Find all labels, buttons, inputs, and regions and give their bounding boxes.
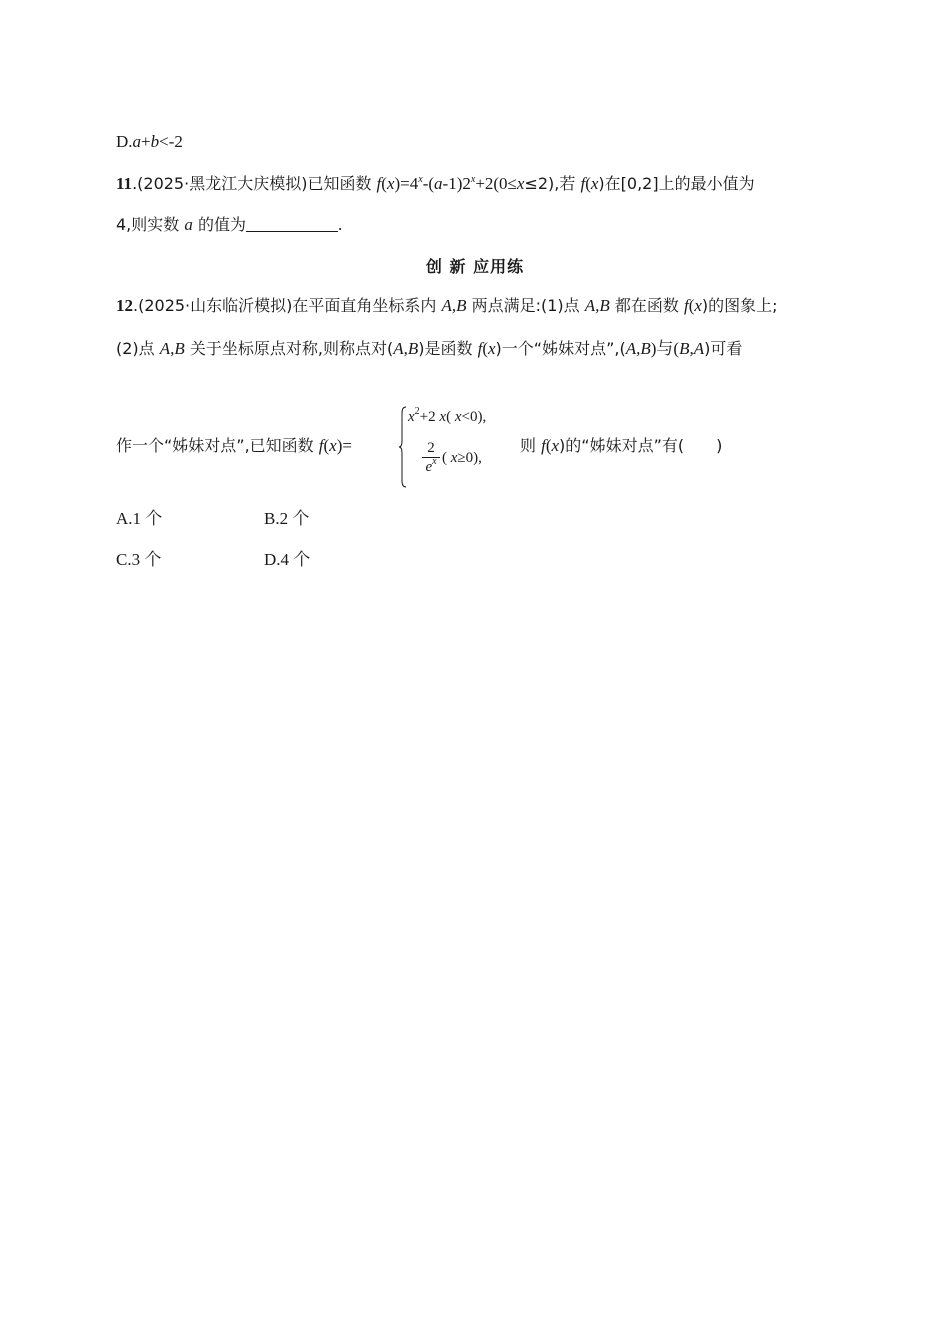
var-x: x — [454, 409, 462, 425]
var-x: x — [386, 174, 395, 193]
question-text: )是函数 — [418, 339, 478, 358]
q12-line-3-tail: 则 f(x)的“姊妹对点”有( ) — [520, 436, 723, 455]
option-b[interactable]: B.2 个 — [264, 509, 310, 528]
var-a: a — [132, 132, 142, 151]
points-ab: A,B — [584, 296, 610, 315]
func-f: f — [541, 436, 546, 455]
var-x: x — [590, 174, 599, 193]
var-x: x — [439, 409, 447, 425]
fraction — [420, 439, 442, 478]
question-text: 两点满足:(1)点 — [466, 296, 585, 315]
math-text: ( — [442, 450, 451, 466]
q11-line-1: 11.(2025·黑龙江大庆模拟)已知函数 $f(x)=4^x-(a-1)2^x+2(0\le x\le 2)$,若 f(x)在[0,2]上的最小值为 — [116, 174, 755, 193]
question-text: )在[0,2]上的最小值为 — [598, 174, 755, 193]
case-1 — [408, 406, 487, 426]
math-text: -( — [422, 174, 435, 193]
condition: ≥0), — [457, 450, 482, 466]
question-text: 作一个“姊妹对点”,已知函数 — [116, 436, 319, 455]
q12-line-3: 作一个“姊妹对点”,已知函数 f(x)= — [116, 436, 352, 455]
exponent-x: x — [418, 174, 423, 185]
func-f: f — [683, 296, 689, 315]
option-d[interactable]: D.4 个 — [264, 550, 311, 569]
left-brace-icon — [398, 405, 408, 489]
question-number: 12 — [116, 296, 133, 315]
math-text: -1)2 — [442, 174, 471, 193]
question-text: 都在函数 — [609, 296, 684, 315]
math-text: )与( — [650, 339, 680, 358]
math-text: ( — [446, 409, 455, 425]
question-text: 已知函数 — [307, 174, 377, 193]
question-number: 11 — [116, 174, 133, 193]
q10-option-d — [116, 130, 183, 154]
math-text: +2 — [419, 409, 436, 425]
condition: <0), — [461, 409, 487, 425]
question-text: 关于坐标原点对称,则称点对( — [184, 339, 394, 358]
points-ab: A,B — [159, 339, 185, 358]
plus-sign: + — [141, 132, 151, 151]
question-source: .(2025·黑龙江大庆模拟) — [132, 174, 308, 193]
func-f: f — [580, 174, 586, 193]
var-a: a — [434, 174, 443, 193]
math-text: )=4 — [394, 174, 419, 193]
q11-line-2 — [116, 213, 342, 237]
points-ab: A,B — [441, 296, 467, 315]
exponent-x: x — [470, 174, 476, 185]
inequality: <-2 — [159, 132, 183, 151]
question-text: )一个“姊妹对点”,( — [495, 339, 626, 358]
math-text: ≤2),若 — [524, 174, 581, 193]
option-a[interactable]: A.1 个 — [116, 509, 163, 528]
var-x: x — [408, 409, 415, 425]
var-x: x — [450, 450, 458, 466]
var-x: x — [329, 436, 337, 455]
math-text: )= — [336, 436, 352, 455]
question-text: 4,则实数 — [116, 215, 185, 234]
points-ba: B,A — [679, 339, 705, 358]
answer-blank[interactable] — [246, 215, 338, 232]
case-2-condition — [442, 450, 482, 467]
option-c[interactable]: C.3 个 — [116, 550, 162, 569]
option-label: D. — [116, 132, 133, 151]
section-title: 创 新 应用练 — [425, 257, 525, 276]
points-ab: A,B — [625, 339, 651, 358]
denominator — [420, 458, 442, 478]
q12-line-1: 12.(2025·山东临沂模拟)在平面直角坐标系内 A,B 两点满足:(1)点 A,B 都在函数 f(x)的图象上; — [116, 296, 778, 315]
var-x: x — [516, 174, 525, 193]
func-f: f — [376, 174, 382, 193]
var-x: x — [488, 339, 496, 358]
period: . — [337, 215, 343, 234]
func-f: f — [318, 436, 324, 455]
question-text: )可看 — [704, 339, 743, 358]
func-f: f — [477, 339, 483, 358]
exponent-x: x — [432, 456, 437, 467]
piecewise-function — [398, 405, 518, 489]
question-text: (2)点 — [116, 339, 160, 358]
numerator: 2 — [427, 440, 435, 456]
exponent: 2 — [414, 406, 420, 417]
question-text: )的图象上; — [701, 296, 778, 315]
var-x: x — [551, 436, 560, 455]
var-a: a — [184, 215, 193, 234]
q12-line-2: (2)点 A,B 关于坐标原点对称,则称点对(A,B)是函数 f(x)一个“姊妹对点”,(A,B)与(B,A)可看 — [116, 339, 743, 358]
var-x: x — [694, 296, 702, 315]
var-b: b — [150, 132, 160, 151]
question-text: 的值为 — [192, 215, 246, 234]
points-ab: A,B — [393, 339, 419, 358]
question-source: .(2025·山东临沂模拟) — [133, 296, 293, 315]
question-text: 在平面直角坐标系内 — [292, 296, 442, 315]
question-text: 则 — [520, 436, 542, 455]
math-text: +2(0≤ — [475, 174, 517, 193]
question-text: )的“姊妹对点”有( ) — [559, 436, 723, 455]
var-e: e — [425, 459, 433, 475]
